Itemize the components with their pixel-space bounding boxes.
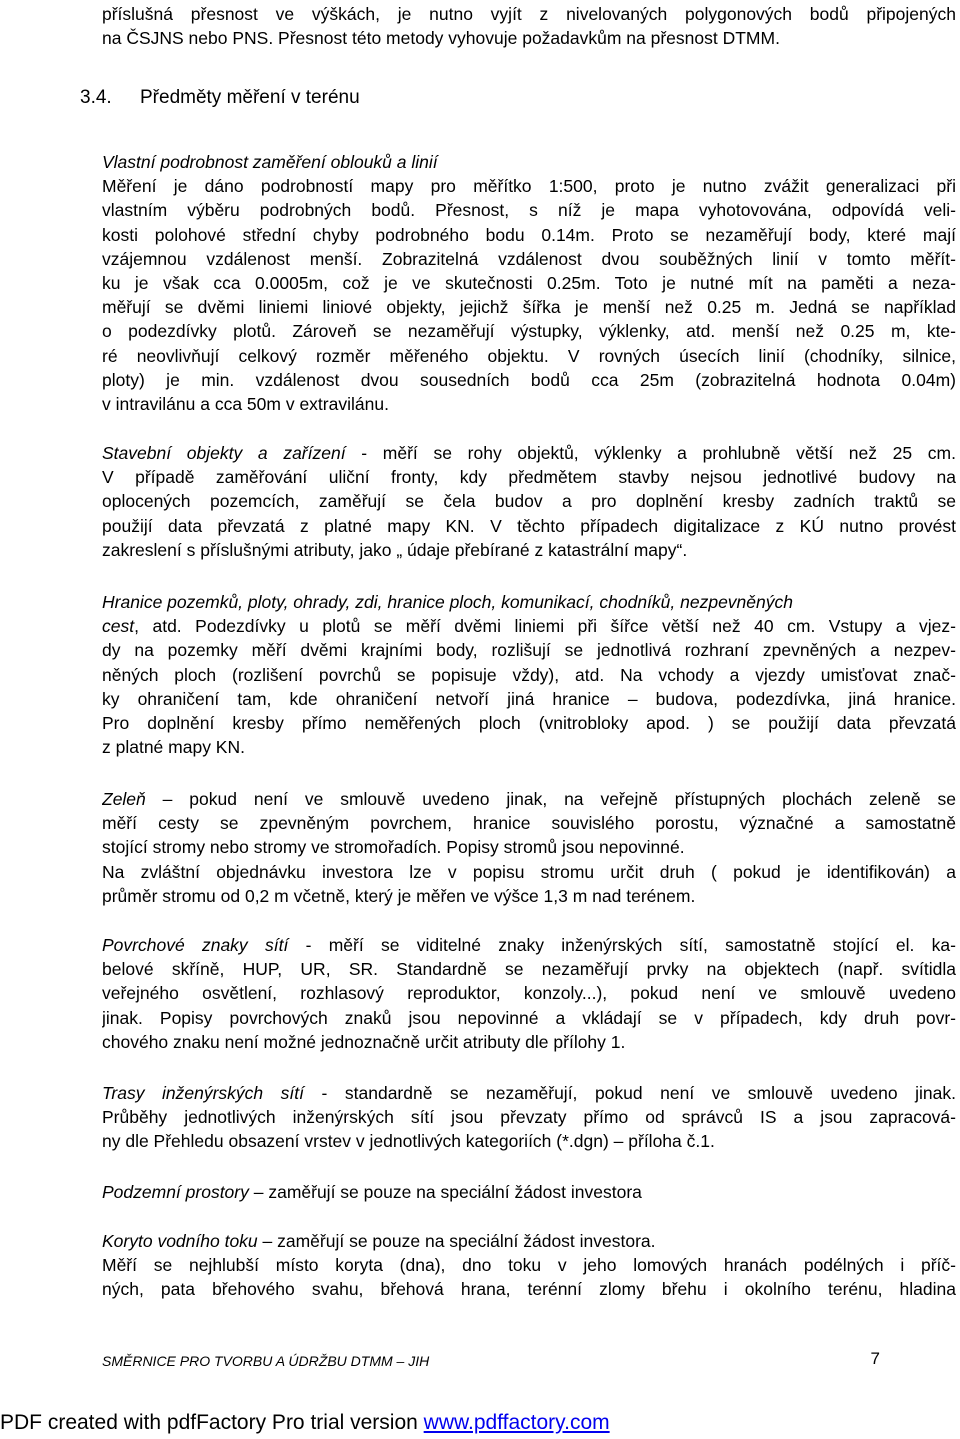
paragraph-line — [102, 1180, 956, 1204]
paragraph-line — [102, 441, 956, 465]
line-text: chového znaku není možné jednoznačně určit atributy dle přílohy 1. — [102, 1031, 626, 1052]
line-text: ploty) je min. vzdálenost dvou sousedních bodů cca 25m (zobrazitelná hodnota 0.04m) — [102, 369, 956, 390]
section-heading — [80, 86, 360, 110]
paragraph-block — [102, 1180, 956, 1204]
paragraph-line — [102, 811, 956, 835]
italic-term: Podzemní prostory — [102, 1182, 249, 1202]
italic-term: Koryto vodního toku — [102, 1231, 258, 1251]
line-text: použijí data převzatá z platné mapy KN. V těchto případech digitalizace z KÚ nutno provést — [102, 515, 956, 536]
line-text: Měří se nejhlubší místo koryta (dna), dno toku v jeho lomových hranách podélných i příč- — [102, 1255, 956, 1276]
paragraph-line — [102, 933, 956, 957]
paragraph-line — [102, 174, 956, 198]
paragraph-line — [102, 860, 956, 884]
page-number: 7 — [870, 1349, 880, 1368]
footer-title: SMĚRNICE PRO TVORBU A ÚDRŽBU DTMM – JIH — [102, 1353, 430, 1369]
paragraph-line — [102, 368, 956, 392]
paragraph-block — [102, 933, 956, 1054]
paragraph-line — [102, 223, 956, 247]
italic-term: cest — [102, 616, 135, 637]
line-text: – pokud není ve smlouvě uvedeno jinak, na veřejně přístupných plochách zeleně se — [145, 789, 956, 809]
line-text: ny dle Přehledu obsazení vrstev v jednotlivých kategoriích (*.dgn) – příloha č.1. — [102, 1131, 715, 1152]
line-text: Pro doplnění kresby přímo neměřených ploch (vnitrobloky apod. ) se použijí data převzatá — [102, 712, 956, 733]
paragraph-line — [102, 711, 956, 735]
line-text: jinak. Popisy povrchových znaků jsou nepovinné a vkládají se v případech, kdy druh povr- — [102, 1007, 956, 1028]
paragraph-line — [102, 1006, 956, 1030]
paragraph-line — [102, 392, 956, 416]
line-text: Průběhy jednotlivých inženýrských sítí jsou převzaty přímo od správců IS a jsou zapracová- — [102, 1107, 956, 1128]
pdf-watermark-bar — [0, 1410, 960, 1436]
line-text: stojící stromy nebo stromy ve stromořadích. Popisy stromů jsou nepovinné. — [102, 837, 685, 858]
line-text: zakreslení s příslušnými atributy, jako „ údaje přebírané z katastrální mapy“. — [102, 539, 688, 560]
paragraph-line — [102, 1081, 956, 1105]
line-text: – zaměřují se pouze na speciální žádost investora — [248, 1182, 642, 1202]
italic-term: Zeleň — [102, 789, 146, 809]
line-text: - měří se rohy objektů, výklenky a prohlubně větší než 25 cm. — [345, 443, 956, 463]
section-number: 3.4. — [80, 87, 112, 108]
line-text: belové skříně, HUP, UR, SR. Standardně se nezaměřují prvky na objektech (např. svítidla — [102, 959, 956, 980]
paragraph-line — [102, 590, 956, 614]
paragraph-line — [102, 663, 956, 687]
pdffactory-link[interactable]: www.pdffactory.com — [423, 1411, 610, 1434]
line-text: – zaměřují se pouze na speciální žádost investora. — [257, 1231, 656, 1251]
section-title: Předměty měření v terénu — [140, 87, 360, 108]
paragraph-line — [102, 835, 956, 859]
line-text: v intravilánu a cca 50m v extravilánu. — [102, 393, 389, 414]
line-text: vlastním výběru podrobných bodů. Přesnost, s níž je mapa vyhotovována, odpovídá veli- — [102, 200, 956, 221]
paragraph-line — [102, 687, 956, 711]
page-footer — [102, 1349, 880, 1370]
paragraph-line — [102, 981, 956, 1005]
paragraph-line — [102, 1105, 956, 1129]
line-text: měřují se dvěmi liniemi liniové objekty, jejichž šířka je menší než 0.25 m. Jedná se například — [102, 297, 956, 318]
line-text: něných ploch (rozlišení povrchů se popisuje vždy), atd. Na vchody a vjezdy umisťovat znač- — [102, 664, 956, 685]
line-text: ky ohraničení tam, kde ohraničení netvoří jiná hranice – budova, podezdívka, jiná hranice. — [102, 688, 956, 709]
paragraph-line — [102, 271, 956, 295]
paragraph-line — [102, 735, 956, 759]
intro-line-2: na ČSJNS nebo PNS. Přesnost této metody vyhovuje požadavkům na přesnost DTMM. — [102, 28, 780, 49]
line-text: ré neovlivňují celkový rozměr měřeného objektu. V rovných úsecích linií (chodníky, silnice, — [102, 345, 956, 366]
paragraph-line — [102, 344, 956, 368]
paragraph-block — [102, 1229, 956, 1302]
paragraph-block — [102, 787, 956, 908]
italic-term: Trasy inženýrských sítí — [102, 1083, 304, 1103]
paragraph-line — [102, 957, 956, 981]
line-text: o podezdívky plotů. Zároveň se nezaměřují výstupky, výklenky, atd. menší než 0.25 m, kte- — [102, 321, 956, 342]
italic-term: Stavební objekty a zařízení — [102, 443, 346, 463]
paragraph-block — [102, 150, 956, 416]
paragraph-line — [102, 538, 956, 562]
line-text: - standardně se nezaměřují, pokud není ve smlouvě uvedeno jinak. — [304, 1083, 956, 1103]
paragraph-line — [102, 1129, 956, 1153]
paragraph-line — [102, 1030, 956, 1054]
line-text: měří cesty se zpevněným povrchem, hranice souvislého porostu, význačné a samostatně — [102, 813, 956, 834]
paragraph-line — [102, 489, 956, 513]
paragraph-line — [102, 247, 956, 271]
line-text: Na zvláštní objednávku investora lze v popisu stromu určit druh ( pokud je identifikován) a — [102, 861, 956, 882]
line-text: oplocených pozemcích, zaměřují se čela budov a pro doplnění kresby zadních traktů se — [102, 491, 956, 512]
pdf-watermark-text: PDF created with pdfFactory Pro trial version — [0, 1411, 424, 1434]
paragraph-line — [102, 514, 956, 538]
line-text: - měří se viditelné znaky inženýrských sítí, samostatně stojící el. ka- — [288, 935, 956, 955]
paragraph-line — [102, 198, 956, 222]
line-text: dy na pozemky měří dvěmi krajními body, rozlišují se jednotlivá rozhraní zpevněných a nezpev- — [102, 640, 956, 661]
paragraph-line — [102, 1229, 956, 1253]
paragraph-line — [102, 319, 956, 343]
paragraph-line — [102, 150, 956, 174]
line-text: z platné mapy KN. — [102, 737, 245, 758]
italic-term: Povrchové znaky sítí — [102, 935, 289, 955]
paragraph-line — [102, 638, 956, 662]
line-text: vzájemnou vzdálenost menší. Zobrazitelná vzdálenost dvou souběžných linií v tomto měřít- — [102, 248, 956, 269]
paragraph-line — [102, 1277, 956, 1301]
line-text: průměr stromu od 0,2 m včetně, který je měřen ve výšce 1,3 m nad terénem. — [102, 885, 696, 906]
line-text: Měření je dáno podrobností mapy pro měřítko 1:500, proto je nutno zvážit generalizaci při — [102, 176, 956, 197]
paragraph-block — [102, 590, 956, 759]
line-text: veřejného osvětlení, rozhlasový reproduktor, konzoly...), pokud není ve smlouvě uvedeno — [102, 983, 956, 1004]
paragraph-line — [102, 787, 956, 811]
line-text: kosti polohové střední chyby podrobného bodu 0.14m. Proto se nezaměřují body, které mají — [102, 224, 956, 245]
paragraph-line — [102, 884, 956, 908]
intro-line-1: příslušná přesnost ve výškách, je nutno vyjít z nivelovaných polygonových bodů připojených — [102, 4, 956, 24]
line-text: ných, pata břehového svahu, břehová hrana, terénní zlomy břehu i okolního terénu, hladina — [102, 1279, 956, 1300]
italic-term: Hranice pozemků, ploty, ohrady, zdi, hranice ploch, komunikací, chodníků, nezpevněných — [102, 592, 793, 612]
paragraph-line — [102, 465, 956, 489]
italic-term: Vlastní podrobnost zaměření oblouků a linií — [102, 152, 438, 172]
line-text: ku je však cca 0.0005m, což je ve skutečnosti 0.25m. Toto je nutné mít na paměti a neza- — [102, 272, 956, 293]
document-page — [102, 2, 956, 50]
paragraph-line — [102, 614, 956, 638]
line-text: V případě zaměřování uliční fronty, kdy předmětem stavby nejsou jednotlivé budovy na — [102, 467, 956, 488]
paragraph-line — [102, 295, 956, 319]
paragraph-block — [102, 1081, 956, 1154]
paragraph-block — [102, 441, 956, 562]
line-text: , atd. Podezdívky u plotů se měří dvěmi liniemi při šířce větší než 40 cm. Vstupy a vjez- — [134, 616, 956, 637]
paragraph-line — [102, 1253, 956, 1277]
